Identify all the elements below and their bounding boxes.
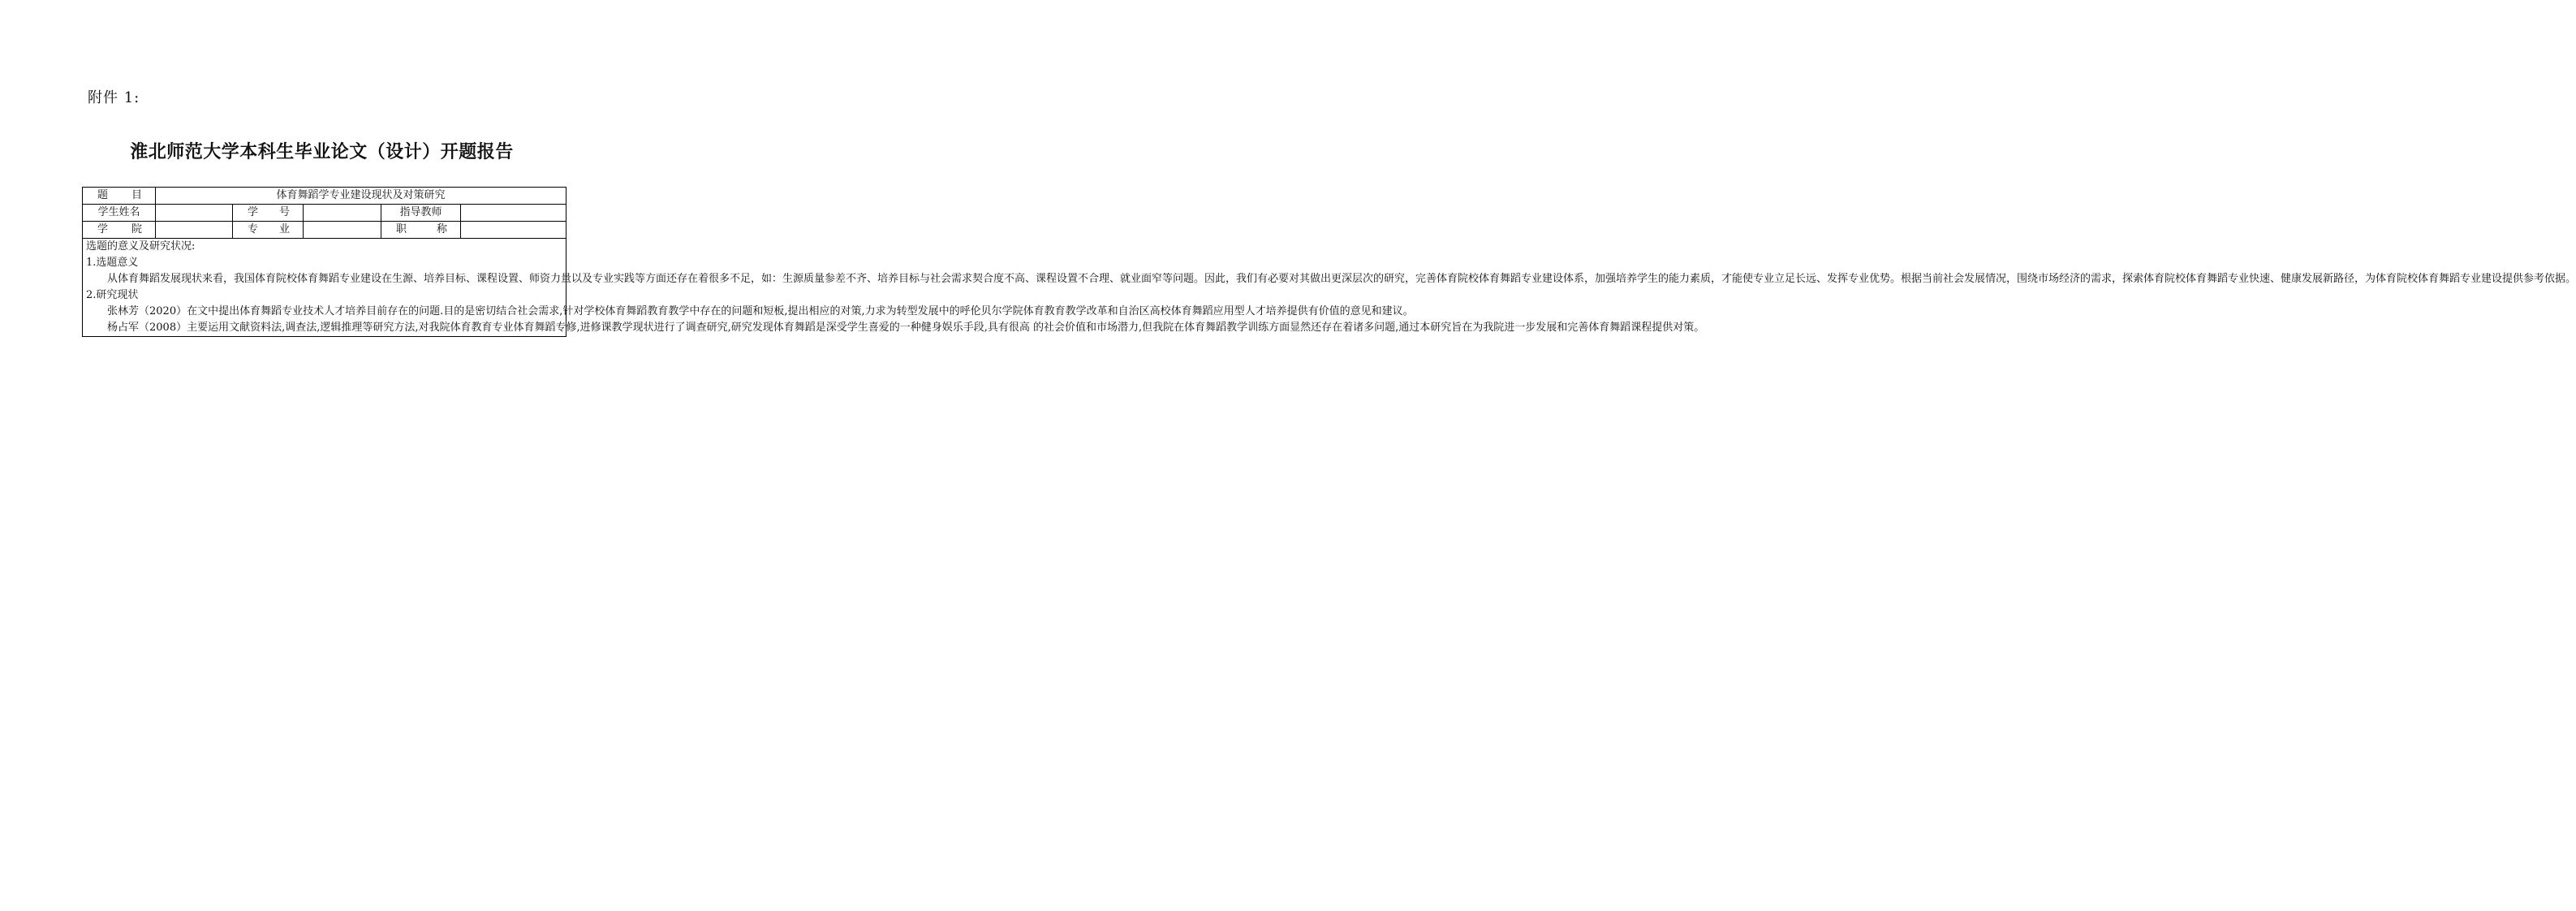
topic-label-a: 题: [97, 189, 109, 201]
section1-heading: 1.选题意义: [86, 257, 139, 269]
title-label-cell: [381, 222, 461, 239]
title-label-a: 职: [396, 223, 407, 235]
student-name-field[interactable]: [156, 205, 233, 222]
section2-paragraph-1: 张林芳（2020）在文中提出体育舞蹈专业技术人才培养目前存在的问题.目的是密切结合社会需求,针对学校体育舞蹈教育教学中存在的问题和短板,提出相应的对策,力求为转型发展中的呼伦贝尔学院体育教育教学改革和自治区高校体育舞蹈应用型人才培养提供有价值的意见和建议。: [107, 305, 1414, 317]
college-label-cell: [83, 222, 156, 239]
topic-label-b: 目: [131, 189, 142, 201]
title-label-b: 称: [436, 223, 447, 235]
intro-heading: 选题的意义及研究状况:: [86, 240, 196, 253]
section1-paragraph: 从体育舞蹈发展现状来看，我国体育院校体育舞蹈专业建设在生源、培养目标、课程设置、师资力量以及专业实践等方面还存在着很多不足，如：生源质量参差不齐、培养目标与社会需求契合度不高、课程设置不合理、就业面窄等问题。因此，我们有必要对其做出更深层次的研究，完善体育院校体育舞蹈专业建设体系，加强培养学生的能力素质，才能使专业立足长远、发挥专业优势。根据当前社会发展情况，围绕市场经济的需求，探索体育院校体育舞蹈专业快速、健康发展新路径，为体育院校体育舞蹈专业建设提供参考依据。: [107, 273, 2576, 285]
major-label-a: 专: [248, 223, 259, 235]
content-row: [83, 239, 566, 337]
section2-heading: 2.研究现状: [86, 289, 139, 301]
college-label-b: 院: [131, 223, 142, 235]
college-row: [83, 222, 566, 239]
proposal-form-table: [82, 187, 2576, 337]
college-field[interactable]: [156, 222, 233, 239]
student-id-label-a: 学: [248, 206, 259, 218]
document-title: 淮北师范大学本科生毕业论文（设计）开题报告: [130, 142, 514, 162]
attachment-label: 附件 1:: [88, 89, 140, 106]
topic-value[interactable]: 体育舞蹈学专业建设现状及对策研究: [156, 188, 566, 205]
advisor-label: 指导教师: [381, 205, 461, 222]
major-field[interactable]: [304, 222, 381, 239]
student-id-field[interactable]: [304, 205, 381, 222]
student-id-label-b: 号: [278, 206, 290, 218]
major-label-b: 业: [278, 223, 290, 235]
topic-row: [83, 188, 566, 205]
college-label-a: 学: [97, 223, 109, 235]
major-label-cell: [233, 222, 304, 239]
student-id-label-cell: [233, 205, 304, 222]
student-name-label: 学生姓名: [83, 205, 156, 222]
student-row: [83, 205, 566, 222]
advisor-field[interactable]: [461, 205, 566, 222]
proposal-body[interactable]: [83, 239, 2576, 337]
section2-paragraph-2: 杨占军（2008）主要运用文献资料法,调查法,逻辑推理等研究方法,对我院体育教育专业体育舞蹈专修,进修课教学现状进行了调查研究,研究发现体育舞蹈是深受学生喜爱的一种健身娱乐手段,具有很高 的社会价值和市场潜力,但我院在体育舞蹈教学训练方面显然还存在着诸多问题,通过本研究旨在为我院进一步发展和完善体育舞蹈课程提供对策。: [107, 322, 1705, 334]
topic-label-cell: [83, 188, 156, 205]
title-field[interactable]: [461, 222, 566, 239]
